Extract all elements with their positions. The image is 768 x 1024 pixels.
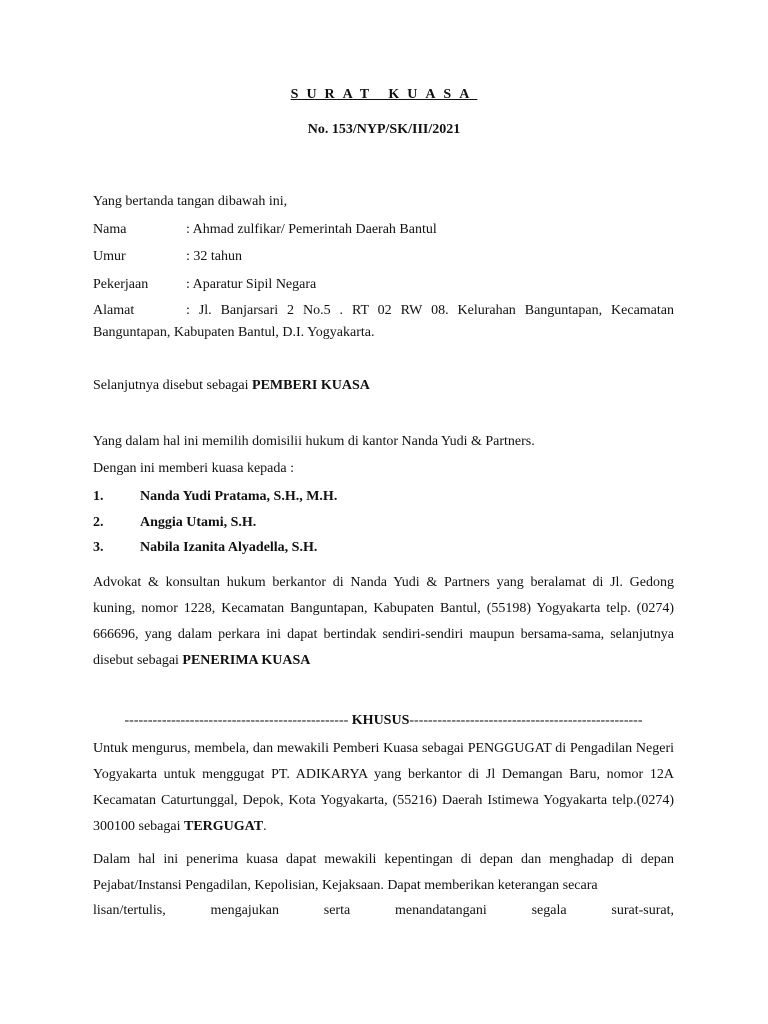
attorney-name-3: Nabila Izanita Alyadella, S.H.	[140, 540, 318, 555]
field-label-pekerjaan: Pekerjaan	[93, 277, 149, 292]
intro-line: Yang bertanda tangan dibawah ini,	[93, 194, 288, 209]
field-value-alamat: : Jl. Banjarsari 2 No.5 . RT 02 RW 08. Kelurahan Banguntapan, Kecamatan Banguntapan, Kabupaten Bantul, D.I. Yogyakarta.	[93, 303, 674, 340]
khusus-dashes-left: ------------------------------------------------	[124, 713, 352, 728]
advokat-paragraph	[93, 570, 674, 674]
untuk-paragraph	[93, 736, 674, 840]
pemberi-kuasa-label: PEMBERI KUASA	[252, 378, 370, 393]
attorney-number-1: 1.	[93, 489, 104, 504]
last-word-4: menandatangani	[395, 903, 487, 918]
field-value-umur: : 32 tahun	[186, 249, 242, 264]
khusus-divider	[93, 713, 674, 729]
field-label-alamat: Alamat	[93, 303, 135, 318]
document-number: No. 153/NYP/SK/III/2021	[307, 122, 461, 137]
last-word-5: segala	[531, 903, 567, 918]
khusus-dashes-right: --------------------------------------------------	[409, 713, 643, 728]
last-word-1: lisan/tertulis,	[93, 903, 166, 918]
attorney-number-2: 2.	[93, 515, 104, 530]
advokat-text: Advokat & konsultan hukum berkantor di Nanda Yudi & Partners yang beralamat di Jl. Gedong kuning, nomor 1228, Kecamatan Banguntapan, Kabupaten Bantul, (55198) Yogyakarta telp. (0274) 666696, yang dalam perkara ini dapat bertindak sendiri-sendiri maupun bersama-sama, selanjutnya disebut sebagai	[93, 575, 674, 668]
field-value-pekerjaan: : Aparatur Sipil Negara	[186, 277, 317, 292]
khusus-label: KHUSUS	[351, 713, 410, 728]
last-word-6: surat-surat,	[611, 903, 674, 918]
untuk-end: .	[263, 819, 267, 834]
pemberi-prefix: Selanjutnya disebut sebagai	[93, 378, 253, 393]
dalam-paragraph: Dalam hal ini penerima kuasa dapat mewakili kepentingan di depan dan menghadap di depan Pejabat/Instansi Pengadilan, Kepolisian, Kejaksaan. Dapat memberikan keterangan secara	[93, 852, 674, 893]
field-label-nama: Nama	[93, 222, 127, 237]
pemberi-kuasa-line	[93, 378, 370, 394]
domisili-line: Yang dalam hal ini memilih domisilii hukum di kantor Nanda Yudi & Partners.	[93, 434, 535, 449]
dalam-paragraph-last-line	[93, 903, 674, 919]
attorney-name-2: Anggia Utami, S.H.	[140, 515, 257, 530]
document-title: SURAT KUASA	[290, 87, 478, 102]
last-word-2: mengajukan	[210, 903, 279, 918]
field-value-nama: : Ahmad zulfikar/ Pemerintah Daerah Bantul	[186, 222, 437, 237]
tergugat-label: TERGUGAT	[183, 819, 264, 834]
attorney-name-1: Nanda Yudi Pratama, S.H., M.H.	[140, 489, 338, 504]
last-word-3: serta	[323, 903, 351, 918]
attorney-number-3: 3.	[93, 540, 104, 555]
memberi-kuasa-line: Dengan ini memberi kuasa kepada :	[93, 461, 294, 476]
penerima-kuasa-label: PENERIMA KUASA	[182, 653, 311, 668]
field-alamat	[93, 300, 674, 344]
field-label-umur: Umur	[93, 249, 126, 264]
untuk-text: Untuk mengurus, membela, dan mewakili Pemberi Kuasa sebagai PENGGUGAT di Pengadilan Negeri Yogyakarta untuk menggugat PT. ADIKARYA yang berkantor di Jl Demangan Baru, nomor 12A Kecamatan Caturtunggal, Depok, Kota Yogyakarta, (55216) Daerah Istimewa Yogyakarta telp.(0274) 300100 sebagai	[93, 741, 674, 834]
